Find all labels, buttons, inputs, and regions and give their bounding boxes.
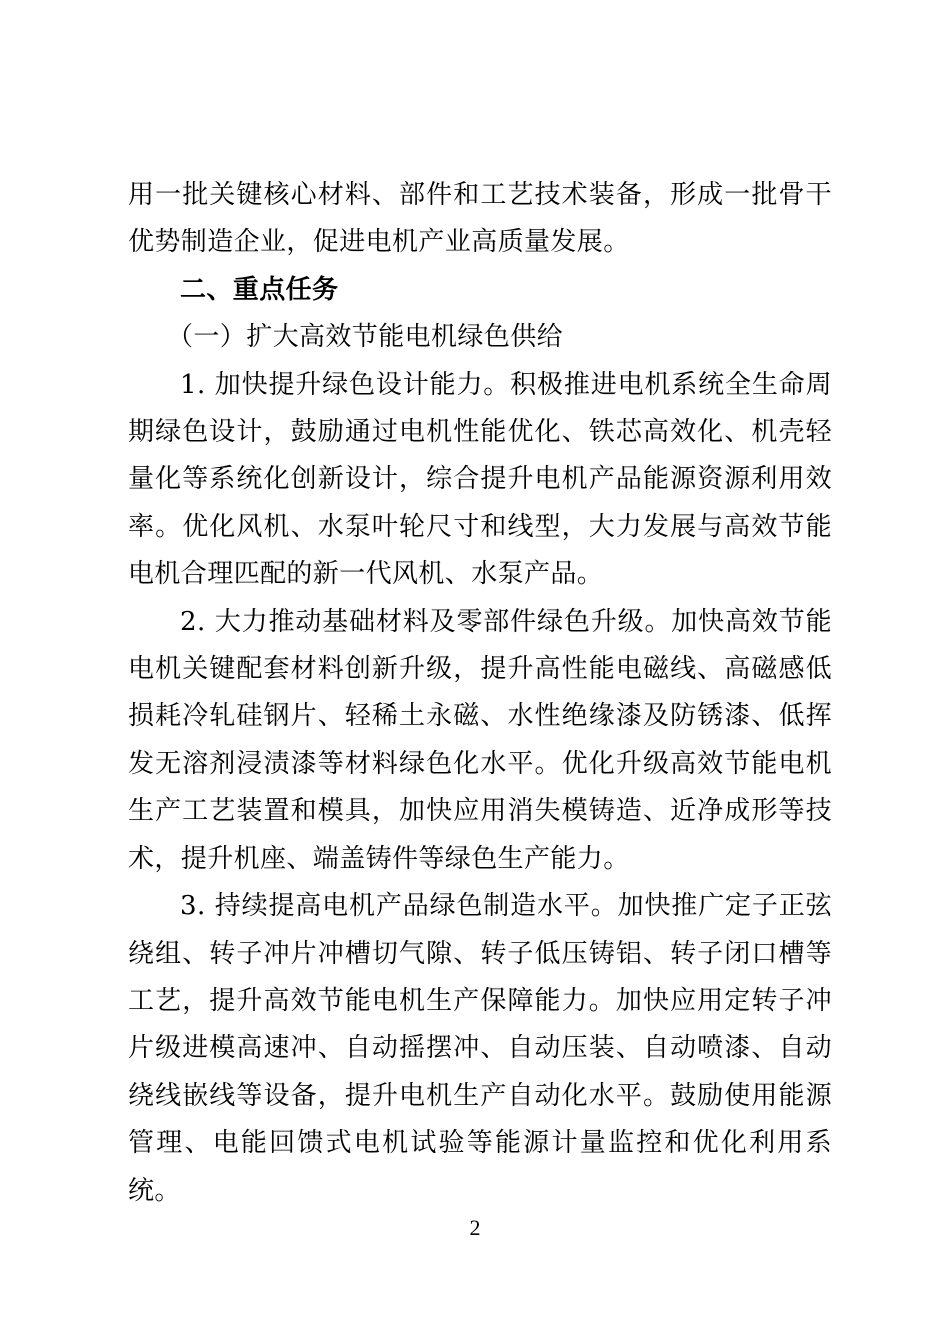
paragraph-green-design: 1. 加快提升绿色设计能力。积极推进电机系统全生命周期绿色设计，鼓励通过电机性能优化、铁芯高效化、机壳轻量化等系统化创新设计，综合提升电机产品能源资源利用效率。优化风机、水泵叶轮尺寸和线型，大力发展与高效节能电机合理匹配的新一代风机、水泵产品。 xyxy=(128,369,832,590)
paragraph-materials-upgrade: 2. 大力推动基础材料及零部件绿色升级。加快高效节能电机关键配套材料创新升级，提升高性能电磁线、高磁感低损耗冷轧硅钢片、轻稀土永磁、水性绝缘漆及防锈漆、低挥发无溶剂浸渍漆等材料绿色化水平。优化升级高效节能电机生产工艺装置和模具，加快应用消失模铸造、近净成形等技术，提升机座、端盖铸件等绿色生产能力。 xyxy=(128,606,832,874)
paragraph-manufacturing-level: 3. 持续提高电机产品绿色制造水平。加快推广定子正弦绕组、转子冲片冲槽切气隙、转子低压铸铝、转子闭口槽等工艺，提升高效节能电机生产保障能力。加快应用定转子冲片级进模高速冲、自动摇摆冲、自动压装、自动喷漆、自动绕线嵌线等设备，提升电机生产自动化水平。鼓励使用能源管理、电能回馈式电机试验等能源计量监控和优化利用系统。 xyxy=(128,891,832,1206)
subsection-heading: （一）扩大高效节能电机绿色供给 xyxy=(167,322,564,353)
document-body xyxy=(128,172,832,1215)
section-heading: 二、重点任务 xyxy=(180,274,339,305)
page-number: 2 xyxy=(469,1215,481,1240)
continuation-paragraph: 用一批关键核心材料、部件和工艺技术装备，形成一批骨干优势制造企业，促进电机产业高质量发展。 xyxy=(128,180,832,258)
